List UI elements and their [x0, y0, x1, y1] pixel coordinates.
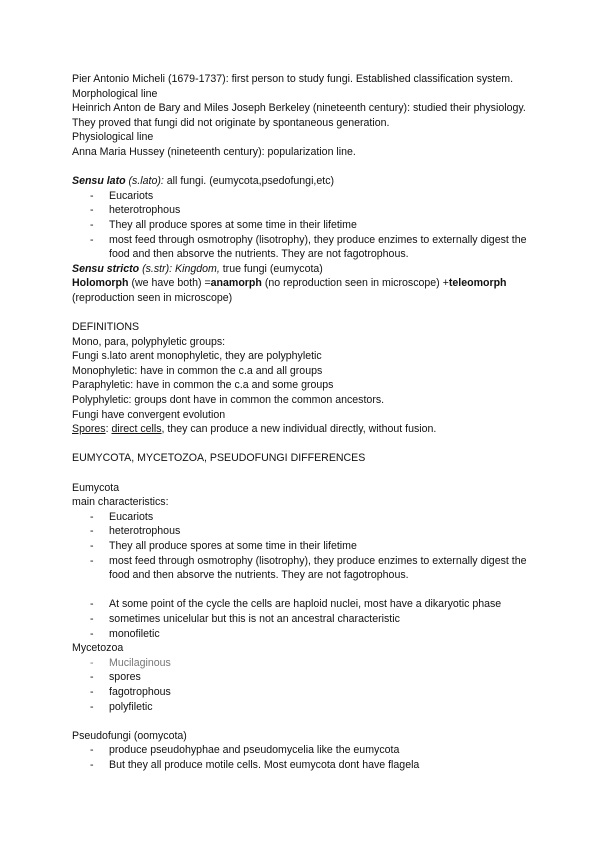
- definition-line: Monophyletic: have in common the c.a and all groups: [72, 364, 323, 377]
- eumycota-list-2: [72, 597, 542, 641]
- sensu-lato-term: Sensu lato: [72, 175, 126, 188]
- list-item: - Mucilaginous: [109, 656, 542, 671]
- teleomorph-term: teleomorph: [448, 277, 507, 290]
- definition-line: Mono, para, polyphyletic groups:: [72, 335, 226, 348]
- eumycota-list: [72, 510, 542, 583]
- history-line: Pier Antonio Micheli (1679-1737): first person to study fungi. Established classification system. Morphological line: [72, 73, 514, 100]
- pseudofungi-title: Pseudofungi (oomycota): [72, 729, 187, 742]
- list-item: - But they all produce motile cells. Most eumycota dont have flagela: [109, 758, 542, 773]
- list-item: - heterotrophous: [109, 203, 542, 218]
- definition-line: Fungi s.lato arent monophyletic, they are polyphyletic: [72, 350, 322, 363]
- list-item: - Eucariots: [109, 189, 542, 204]
- holomorph-text: (we have both) =: [128, 277, 211, 290]
- list-item: - spores: [109, 670, 542, 685]
- history-line: Heinrich Anton de Bary and Miles Joseph Berkeley (nineteenth century): studied their physiology. They proved that fungi did not originate by spontaneous generation.: [72, 102, 526, 129]
- definitions-heading: DEFINITIONS: [72, 321, 140, 334]
- list-item: - fagotrophous: [109, 685, 542, 700]
- history-line: Anna Maria Hussey (nineteenth century): popularization line.: [72, 145, 356, 158]
- sensu-lato-abbr: (s.lato):: [125, 175, 164, 188]
- spores-colon: :: [105, 423, 109, 436]
- sensu-lato-desc: all fungi. (eumycota,psedofungi,etc): [163, 175, 335, 188]
- spores-term: Spores: [72, 423, 106, 436]
- list-item: - polyfiletic: [109, 700, 542, 715]
- definition-line: Paraphyletic: have in common the c.a and some groups: [72, 379, 334, 392]
- list-item: - sometimes unicelular but this is not an ancestral characteristic: [109, 612, 542, 627]
- mycetozoa-list: [72, 656, 542, 714]
- list-item: - They all produce spores at some time in their lifetime: [109, 539, 542, 554]
- sensu-lato-line: [72, 174, 542, 189]
- sensu-stricto-term: Sensu stricto: [72, 262, 140, 275]
- list-item: - Eucariots: [109, 510, 542, 525]
- list-item: - At some point of the cycle the cells are haploid nuclei, most have a dikaryotic phase: [109, 597, 542, 612]
- sensu-stricto-line: [72, 262, 542, 277]
- sensu-lato-list: [72, 189, 542, 262]
- definition-line: Fungi have convergent evolution: [72, 408, 226, 421]
- differences-heading: EUMYCOTA, MYCETOZOA, PSEUDOFUNGI DIFFERENCES: [72, 452, 366, 465]
- definition-line: Polyphyletic: groups dont have in common the common ancestors.: [72, 394, 385, 407]
- holomorph-text: (no reproduction seen in microscope) +: [261, 277, 449, 290]
- holomorph-line: [72, 276, 542, 305]
- direct-cells-term: direct cells: [111, 423, 162, 436]
- eumycota-subtitle: main characteristics:: [72, 496, 169, 509]
- spores-rest: , they can produce a new individual directly, without fusion.: [161, 423, 437, 436]
- eumycota-title: Eumycota: [72, 481, 120, 494]
- holomorph-text: (reproduction seen in microscope): [72, 291, 233, 304]
- list-item: - most feed through osmotrophy (lisotrophy), they produce enzimes to externally digest the food and then absorve the nutrients. They are not fagotrophous.: [109, 233, 542, 262]
- list-item: - produce pseudohyphae and pseudomycelia like the eumycota: [109, 743, 542, 758]
- list-item: - monofiletic: [109, 627, 542, 642]
- history-line: Physiological line: [72, 131, 154, 144]
- document-page: [72, 72, 542, 773]
- holomorph-term: Holomorph: [72, 277, 129, 290]
- sensu-stricto-abbr: (s.str): Kingdom,: [139, 262, 220, 275]
- pseudofungi-list: [72, 743, 542, 772]
- list-item: - most feed through osmotrophy (lisotrophy), they produce enzimes to externally digest the food and then absorve the nutrients. They are not fagotrophous.: [109, 554, 542, 583]
- spores-line: [72, 422, 542, 437]
- sensu-stricto-desc: true fungi (eumycota): [219, 262, 323, 275]
- list-item: - They all produce spores at some time in their lifetime: [109, 218, 542, 233]
- anamorph-term: anamorph: [210, 277, 262, 290]
- mycetozoa-title: Mycetozoa: [72, 642, 124, 655]
- list-item: - heterotrophous: [109, 524, 542, 539]
